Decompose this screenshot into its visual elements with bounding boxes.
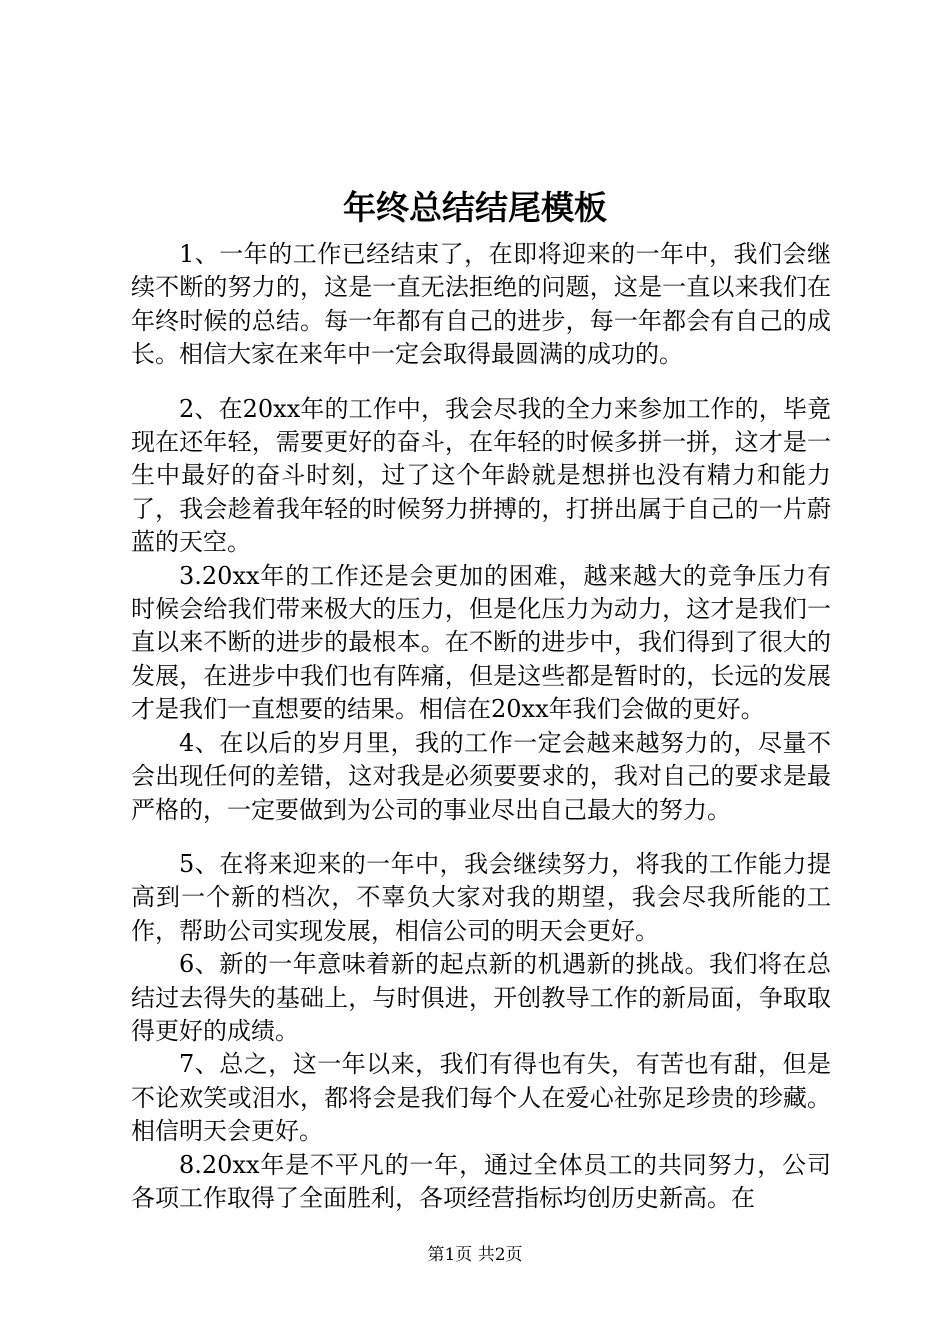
paragraph-3: 3.20xx年的工作还是会更加的困难，越来越大的竞争压力有时候会给我们带来极大的压力，但是化压力为动力，这才是我们一直以来不断的进步的最根本。在不断的进步中，我们得到了很大的发展，在进步中我们也有阵痛，但是这些都是暂时的，长远的发展才是我们一直想要的结果。相信在20xx年我们会做的更好。 (131, 561, 831, 724)
paragraph-2: 2、在20xx年的工作中，我会尽我的全力来参加工作的，毕竟现在还年轻，需要更好的奋斗，在年轻的时候多拼一拼，这才是一生中最好的奋斗时刻，过了这个年龄就是想拼也没有精力和能力了，我会趁着我年轻的时候努力拼搏的，打拼出属于自己的一片蔚蓝的天空。 (131, 394, 831, 557)
paragraph-5: 5、在将来迎来的一年中，我会继续努力，将我的工作能力提高到一个新的档次，不辜负大家对我的期望，我会尽我所能的工作，帮助公司实现发展，相信公司的明天会更好。 (131, 849, 831, 945)
paragraph-6: 6、新的一年意味着新的起点新的机遇新的挑战。我们将在总结过去得失的基础上，与时俱进，开创教导工作的新局面，争取取得更好的成绩。 (131, 950, 831, 1045)
document-body (131, 238, 831, 1215)
page-number-footer: 第1页 共2页 (427, 1245, 523, 1265)
paragraph-7: 7、总之，这一年以来，我们有得也有失，有苦也有甜，但是不论欢笑或泪水，都将会是我们每个人在爱心社弥足珍贵的珍藏。相信明天会更好。 (131, 1050, 831, 1146)
document-title: 年终总结结尾模板 (343, 188, 607, 227)
paragraph-8: 8.20xx年是不平凡的一年，通过全体员工的共同努力，公司各项工作取得了全面胜利，各项经营指标均创历史新高。在 (131, 1150, 831, 1212)
paragraph-1: 1、一年的工作已经结束了，在即将迎来的一年中，我们会继续不断的努力的，这是一直无法拒绝的问题，这是一直以来我们在年终时候的总结。每一年都有自己的进步，每一年都会有自己的成长。相信大家在来年中一定会取得最圆满的成功的。 (131, 240, 831, 369)
paragraph-4: 4、在以后的岁月里，我的工作一定会越来越努力的，尽量不会出现任何的差错，这对我是必须要要求的，我对自己的要求是最严格的，一定要做到为公司的事业尽出自己最大的努力。 (131, 728, 831, 824)
